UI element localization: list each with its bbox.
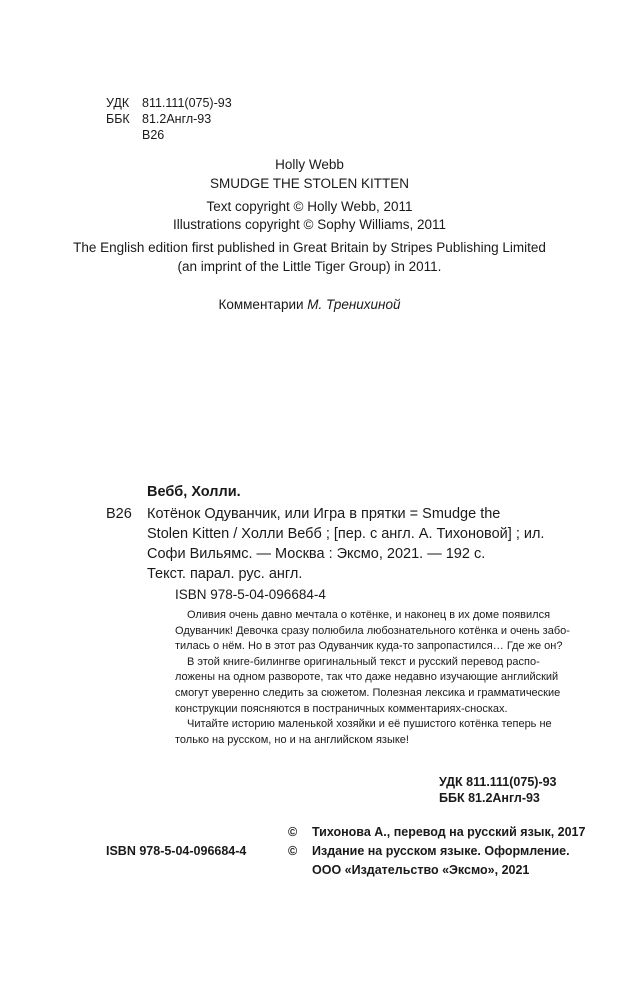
annotation-line: только на русском, но и на английском языке! bbox=[175, 733, 409, 746]
author-mark: В26 bbox=[142, 128, 165, 142]
record-line-4: Текст. парал. рус. англ. bbox=[147, 566, 303, 582]
comments-label: Комментарии bbox=[218, 297, 308, 312]
comments-name: М. Тренихиной bbox=[307, 297, 401, 312]
record-mark: В26 bbox=[106, 506, 132, 522]
copyright-symbol: © bbox=[288, 825, 298, 839]
record-line-2: Stolen Kitten / Холли Вебб ; [пер. с англ. А. Тихоновой] ; ил. bbox=[147, 526, 545, 542]
bottom-udk: УДК 811.111(075)-93 bbox=[439, 775, 557, 789]
annotation bbox=[175, 608, 575, 748]
copyright-line-2: © Издание на русском языке. Оформление. bbox=[288, 844, 570, 858]
copyright-line-3: ООО «Издательство «Эксмо», 2021 bbox=[312, 863, 530, 877]
annotation-line: В этой книге-билингве оригинальный текст и русский перевод распо- bbox=[187, 655, 540, 668]
edition-line-1: The English edition first published in Great Britain by Stripes Publishing Limited bbox=[73, 240, 546, 255]
record-isbn: ISBN 978-5-04-096684-4 bbox=[175, 587, 326, 602]
copyright-line-1: © Тихонова А., перевод на русский язык, 2017 bbox=[288, 825, 586, 839]
annotation-line: Одуванчик! Девочка сразу полюбила любознательного котёнка и очень забо- bbox=[175, 624, 570, 637]
record-heading: Вебб, Холли. bbox=[147, 484, 241, 500]
original-author: Holly Webb bbox=[275, 157, 344, 172]
illustrations-copyright: Illustrations copyright © Sophy Williams, 2011 bbox=[172, 217, 447, 232]
annotation-line: Оливия очень давно мечтала о котёнке, и наконец в их доме появился bbox=[187, 609, 551, 621]
original-title: SMUDGE THE STOLEN KITTEN bbox=[209, 176, 410, 191]
annotation-line: конструкции поясняются в постраничных комментариях-сносках. bbox=[175, 702, 508, 715]
annotation-line: смогут уверенно следить за сюжетом. Полезная лексика и грамматические bbox=[175, 686, 561, 699]
bbk-value: 81.2Англ-93 bbox=[142, 112, 212, 126]
footer-isbn: ISBN 978-5-04-096684-4 bbox=[106, 844, 247, 858]
copyright-symbol: © bbox=[288, 844, 298, 858]
udk-value: 811.111(075)-93 bbox=[142, 96, 232, 110]
udk-label: УДК bbox=[106, 96, 130, 110]
annotation-line: ложены на одном развороте, так что даже недавно изучающие английский bbox=[175, 671, 559, 684]
edition-line-2: (an imprint of the Little Tiger Group) in 2011. bbox=[177, 259, 442, 274]
text-copyright: Text copyright © Holly Webb, 2011 bbox=[206, 199, 413, 214]
bbk-label: ББК bbox=[106, 112, 130, 126]
classification-codes bbox=[106, 95, 232, 143]
annotation-line: Читайте историю маленькой хозяйки и её пушистого котёнка теперь не bbox=[187, 718, 552, 731]
comments-credit bbox=[0, 297, 619, 312]
bottom-bbk: ББК 81.2Англ-93 bbox=[439, 791, 540, 805]
record-line-1: Котёнок Одуванчик, или Игра в прятки = Smudge the bbox=[147, 506, 501, 522]
record-line-3: Софи Вильямс. — Москва : Эксмо, 2021. — 192 с. bbox=[147, 546, 486, 562]
annotation-line: тилась о нём. Но в этот раз Одуванчик куда-то запропастился… Где же он? bbox=[175, 640, 563, 653]
